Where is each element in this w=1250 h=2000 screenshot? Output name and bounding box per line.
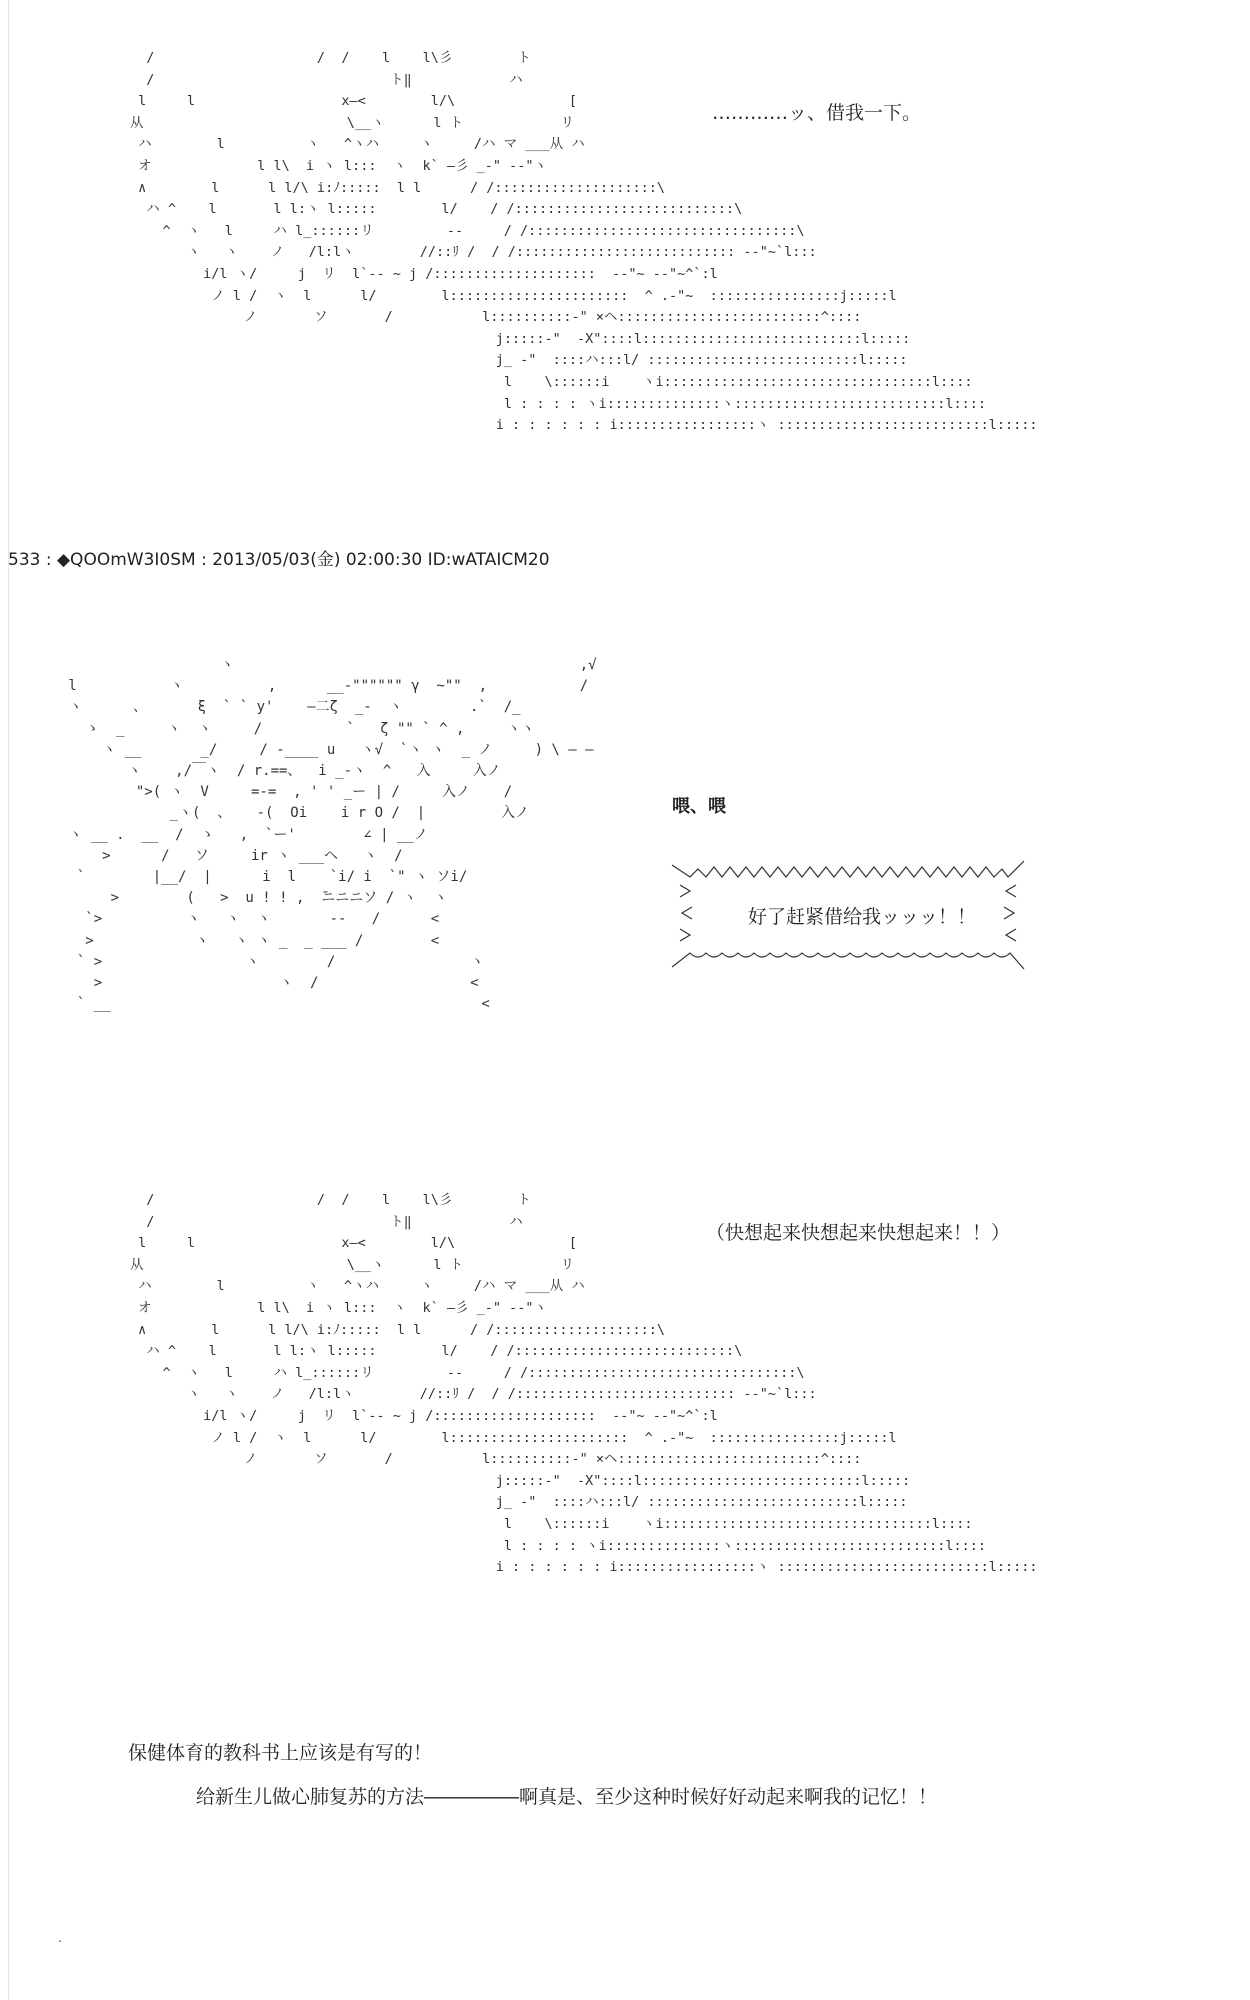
post-header: 533 : ◆QOOmW3I0SM : 2013/05/03(金) 02:00:30 ID:wATAICM20: [8, 550, 550, 570]
ascii-art-shouting-girl: ヽ ,√ l ヽ , __-"""""" γ ~"" , / ヽ 、 ξ ` ` y' ―二ζ _- ヽ .` /_ ゝ _ ヽ ヽ / ` ζ "" ` ^ , ヽヽ ヽ __ _/ / -____ u ヽ√ `ヽ ヽ _ ノ ) \ ― ― ヽ ,/￣ヽ / r.==、 i _-ヽ ^ 入 入ノ ">( ヽ V =-= , ' ' _ー | / 入ノ / _ヽ( 、 -( Oi i r O / | 入ノ ヽ __ . __ / ゝ , `ー' ∠ | __ノ > / ソ ir ヽ ___ヘ ヽ / ` |__/ | i l `i/ i `" ヽ ソi/ > ( > u ! ! , ̄ニニニソ / ヽ ヽ `> ヽ ヽ ヽ -- / < > ヽ ヽ ヽ _ _ ___ / < ` > ヽ / ヽ > ヽ / < ` __ <: [68, 657, 597, 1013]
narration-textbook: 保健体育的教科书上应该是有写的！: [128, 1742, 433, 1764]
page-left-edge: [8, 0, 9, 2000]
narration-cpr: 给新生儿做心肺复苏的方法―――――啊真是、至少这种时候好好动起来啊我的记忆！！: [196, 1786, 938, 1808]
speech-hey: 喂、喂: [672, 796, 726, 817]
ascii-art-girl-1: / / / l l\彡 ト / ト‖ ハ l l x―< l/\ [ 从 \__ヽ l ト リ ハ l ヽ ^ヽハ ヽ /ハ マ ___从 ハ オ l l\ i ヽ l::: ヽ k` ―彡 _-" --"ヽ ∧ l l l/\ i:ﾉ::::: l l / /::::::::::::::::::::\ ハ ^ l l l:ヽ l::::: l/ / /:::::::::::::::::::::::::::\ ^ ヽ l ハ l_::::::リ -- / /:::::::::::::::::::::::::::::::::\ ヽ ヽ ノ /l:lヽ //::ﾘ / / /::::::::::::::::::::::::::: --"~`l::: i/l ヽ/ j リ l`-- ~ j /:::::::::::::::::::: --"~ --"~^`:l ノ l / ヽ l l/ l:::::::::::::::::::::: ^ .-"~ ::::::::::::::::j:::::l ノ ソ / l::::::::::-" ×ヘ:::::::::::::::::::::::::^:::: j:::::-" -X"::::l:::::::::::::::::::::::::::l::::: j_ -" ::::ハ:::l/ ::::::::::::::::::::::::::l::::: l \::::::i ヽi:::::::::::::::::::::::::::::::::l:::: l : : : : ヽi::::::::::::::ヽ::::::::::::::::::::::::::l:::: i : : : : : : i:::::::::::::::::ヽ ::::::::::::::::::::::::::l:::::: [130, 50, 1038, 434]
speech-remember: （快想起来快想起来快想起来！！）: [706, 1222, 1011, 1244]
footer-mark: .: [58, 1931, 62, 1945]
ascii-art-girl-2: / / / l l\彡 ト / ト‖ ハ l l x―< l/\ [ 从 \__ヽ l ト リ ハ l ヽ ^ヽハ ヽ /ハ マ ___从 ハ オ l l\ i ヽ l::: ヽ k` ―彡 _-" --"ヽ ∧ l l l/\ i:ﾉ::::: l l / /::::::::::::::::::::\ ハ ^ l l l:ヽ l::::: l/ / /:::::::::::::::::::::::::::\ ^ ヽ l ハ l_::::::リ -- / /:::::::::::::::::::::::::::::::::\ ヽ ヽ ノ /l:lヽ //::ﾘ / / /::::::::::::::::::::::::::: --"~`l::: i/l ヽ/ j リ l`-- ~ j /:::::::::::::::::::: --"~ --"~^`:l ノ l / ヽ l l/ l:::::::::::::::::::::: ^ .-"~ ::::::::::::::::j:::::l ノ ソ / l::::::::::-" ×ヘ:::::::::::::::::::::::::^:::: j:::::-" -X"::::l:::::::::::::::::::::::::::l::::: j_ -" ::::ハ:::l/ ::::::::::::::::::::::::::l::::: l \::::::i ヽi:::::::::::::::::::::::::::::::::l:::: l : : : : ヽi::::::::::::::ヽ::::::::::::::::::::::::::l:::: i : : : : : : i:::::::::::::::::ヽ ::::::::::::::::::::::::::l:::::: [130, 1192, 1038, 1576]
speech-lend-me: 好了赶紧借给我ッッッ！！: [748, 906, 977, 928]
speech-borrow: …………ッ、借我一下。: [712, 102, 922, 124]
